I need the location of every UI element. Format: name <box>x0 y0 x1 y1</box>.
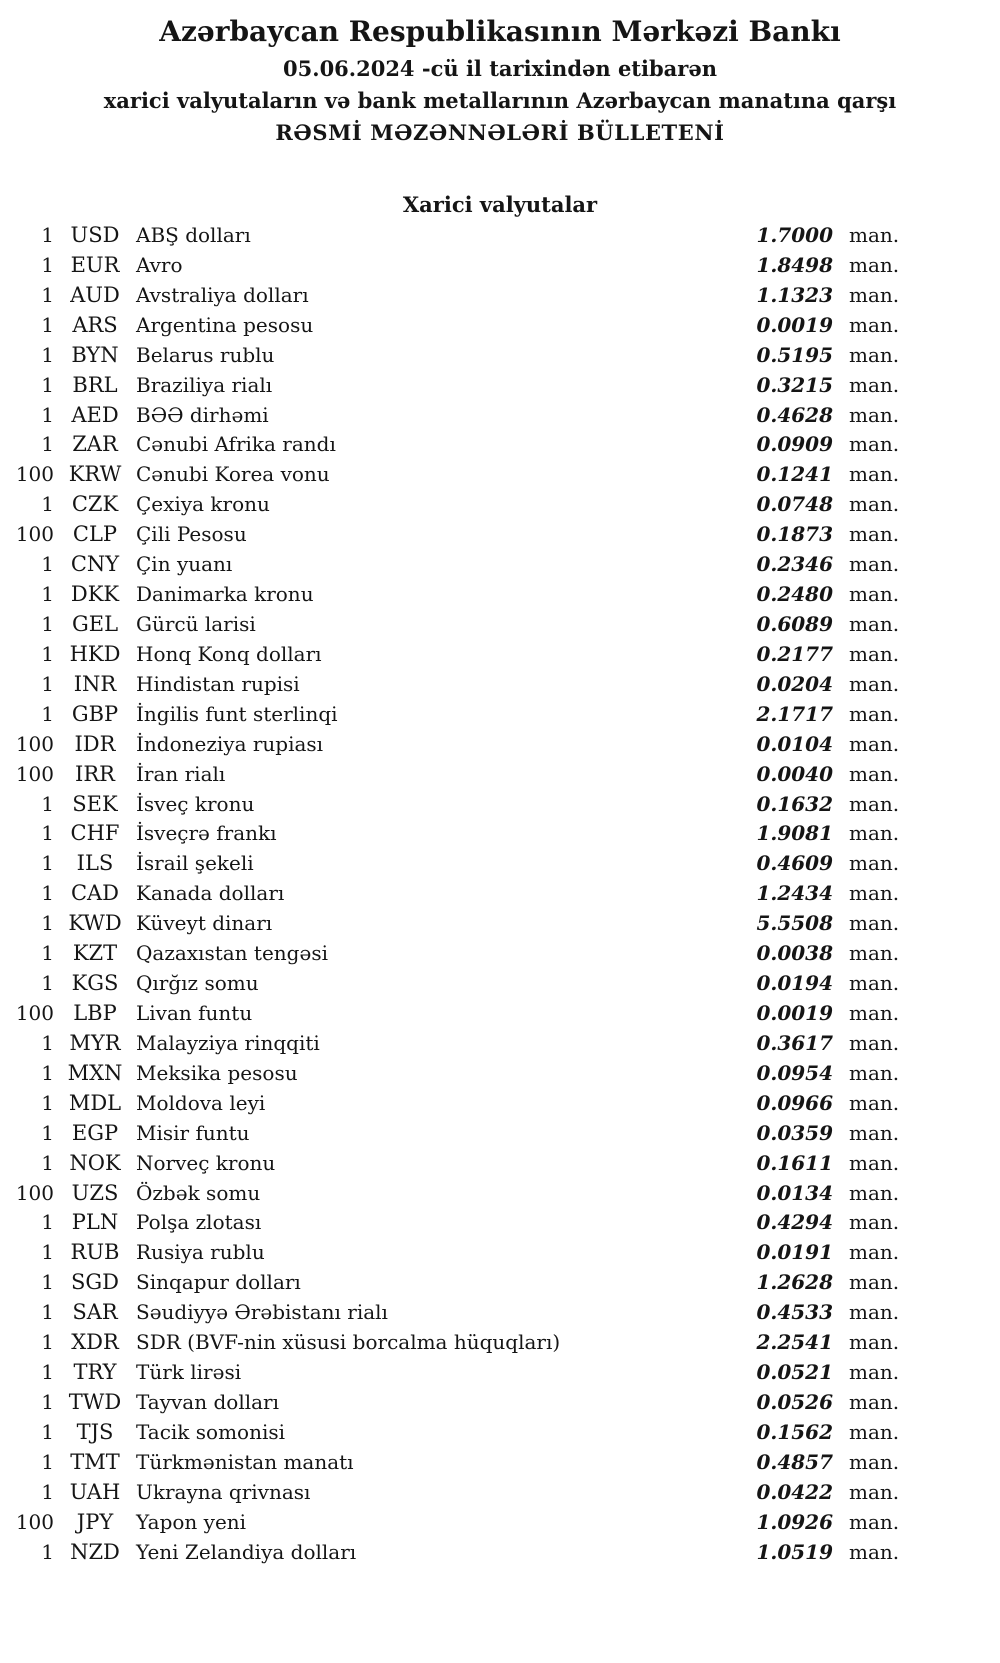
currency-code: INR <box>73 671 117 696</box>
currency-unit-label: man. <box>849 252 900 277</box>
currency-rate: 0.4609 <box>756 851 833 876</box>
currency-name: Rusiya rublu <box>136 1240 265 1265</box>
currency-quantity: 1 <box>41 252 54 277</box>
currency-unit-label: man. <box>849 552 900 577</box>
currency-name: Çili Pesosu <box>136 522 247 547</box>
currency-quantity: 1 <box>41 671 54 696</box>
currency-name: Gürcü larisi <box>136 611 256 636</box>
currency-quantity: 1 <box>41 1330 54 1355</box>
currency-unit-label: man. <box>849 1060 900 1085</box>
currency-row <box>0 760 905 790</box>
currency-unit-label: man. <box>849 282 900 307</box>
currency-rate: 0.0966 <box>756 1090 833 1115</box>
currency-row <box>0 849 905 879</box>
currency-code: IRR <box>75 761 115 786</box>
currency-row <box>0 1388 905 1418</box>
currency-name: Hindistan rupisi <box>136 671 300 696</box>
currency-quantity: 1 <box>41 582 54 607</box>
currency-code: NZD <box>70 1539 120 1564</box>
currency-name: Tacik somonisi <box>136 1419 286 1444</box>
currency-name: Honq Konq dolları <box>136 641 322 666</box>
currency-code: GBP <box>71 701 119 726</box>
currency-name: Misir funtu <box>136 1120 250 1145</box>
currency-unit-label: man. <box>849 701 900 726</box>
currency-row <box>0 430 905 460</box>
currency-unit-label: man. <box>849 1419 900 1444</box>
currency-quantity: 1 <box>41 1270 54 1295</box>
currency-name: BƏƏ dirhəmi <box>136 402 269 427</box>
currency-name: Braziliya rialı <box>136 372 273 397</box>
currency-row <box>0 371 905 401</box>
currency-quantity: 1 <box>41 941 54 966</box>
currency-quantity: 1 <box>41 372 54 397</box>
currency-unit-label: man. <box>849 1479 900 1504</box>
currency-name: Çexiya kronu <box>136 492 270 517</box>
currency-row <box>0 251 905 281</box>
currency-code: TMT <box>70 1449 120 1474</box>
currency-name: Avstraliya dolları <box>136 282 309 307</box>
currency-rate: 0.4628 <box>756 402 833 427</box>
currency-name: Avro <box>136 252 183 277</box>
currency-quantity: 1 <box>41 1389 54 1414</box>
currency-row <box>0 550 905 580</box>
currency-rate: 0.2177 <box>756 641 833 666</box>
currency-rate: 0.0909 <box>756 432 833 457</box>
currency-code: TJS <box>76 1419 114 1444</box>
currency-code: BRL <box>72 372 118 397</box>
currency-unit-label: man. <box>849 1539 900 1564</box>
currency-row <box>0 1179 905 1209</box>
currency-rate: 0.4533 <box>756 1300 833 1325</box>
currency-unit-label: man. <box>849 492 900 517</box>
currency-row <box>0 1538 905 1568</box>
subtitle-line: xarici valyutaların və bank metallarının Azərbaycan manatına qarşı <box>103 88 897 113</box>
currency-unit-label: man. <box>849 881 900 906</box>
currency-name: İsveçrə frankı <box>136 821 277 846</box>
currency-name: Argentina pesosu <box>136 312 314 337</box>
currency-unit-label: man. <box>849 1330 900 1355</box>
currency-quantity: 1 <box>41 881 54 906</box>
currency-unit-label: man. <box>849 1090 900 1115</box>
currency-rate: 0.0191 <box>756 1240 833 1265</box>
currency-name: Türk lirəsi <box>136 1360 242 1385</box>
currency-rate: 0.3215 <box>756 372 833 397</box>
currency-name: Norveç kronu <box>136 1150 276 1175</box>
currency-code: SAR <box>72 1300 118 1325</box>
currency-code: XDR <box>71 1330 119 1355</box>
currency-code: MDL <box>68 1090 122 1115</box>
currency-code: CHF <box>70 821 120 846</box>
currency-name: Yapon yeni <box>136 1509 247 1534</box>
currency-row <box>0 909 905 939</box>
currency-rate: 0.2346 <box>756 552 833 577</box>
currency-rate: 1.9081 <box>756 821 833 846</box>
currency-row <box>0 700 905 730</box>
currency-unit-label: man. <box>849 372 900 397</box>
currency-code: KZT <box>72 941 118 966</box>
currency-quantity: 1 <box>41 1210 54 1235</box>
currency-row <box>0 1238 905 1268</box>
currency-row <box>0 1268 905 1298</box>
currency-name: Tayvan dolları <box>136 1389 279 1414</box>
currency-quantity: 1 <box>41 821 54 846</box>
currency-row <box>0 401 905 431</box>
currency-rate: 0.0019 <box>756 312 833 337</box>
currency-quantity: 1 <box>41 971 54 996</box>
currency-row <box>0 1208 905 1238</box>
currency-code: CLP <box>72 522 118 547</box>
currency-rate: 0.0954 <box>756 1060 833 1085</box>
currency-unit-label: man. <box>849 462 900 487</box>
currency-code: USD <box>70 223 120 247</box>
currency-rate: 0.0194 <box>756 971 833 996</box>
currency-quantity: 1 <box>41 1449 54 1474</box>
currency-unit-label: man. <box>849 941 900 966</box>
currency-row <box>0 640 905 670</box>
currency-code: SGD <box>71 1270 119 1295</box>
currency-code: MYR <box>69 1030 121 1055</box>
currency-quantity: 100 <box>15 1509 54 1534</box>
currency-quantity: 100 <box>15 1180 54 1205</box>
currency-rate: 0.1241 <box>756 462 833 487</box>
currency-name: İndoneziya rupiası <box>136 731 324 756</box>
currency-unit-label: man. <box>849 761 900 786</box>
currency-quantity: 1 <box>41 223 54 247</box>
currency-unit-label: man. <box>849 1449 900 1474</box>
currency-name: Kanada dolları <box>136 881 285 906</box>
currency-name: Danimarka kronu <box>136 582 314 607</box>
currency-rate: 0.0019 <box>756 1000 833 1025</box>
currency-rate: 0.0204 <box>756 671 833 696</box>
currency-quantity: 100 <box>15 462 54 487</box>
currency-rate: 0.1611 <box>756 1150 833 1175</box>
currency-quantity: 1 <box>41 552 54 577</box>
currency-unit-label: man. <box>849 1360 900 1385</box>
currency-unit-label: man. <box>849 791 900 816</box>
currency-quantity: 1 <box>41 282 54 307</box>
currency-unit-label: man. <box>849 821 900 846</box>
currency-quantity: 1 <box>41 911 54 936</box>
currency-code: UAH <box>69 1479 121 1504</box>
currency-row <box>0 670 905 700</box>
currency-rate: 0.3617 <box>756 1030 833 1055</box>
currency-name: Özbək somu <box>136 1180 261 1205</box>
currency-rate: 0.0104 <box>756 731 833 756</box>
bulletin-header <box>0 0 1000 149</box>
currency-rate: 1.2628 <box>756 1270 833 1295</box>
currency-code: SEK <box>72 791 118 816</box>
currency-rate: 0.0040 <box>756 761 833 786</box>
currency-row <box>0 1418 905 1448</box>
currency-rate: 1.0926 <box>756 1509 833 1534</box>
currency-code: AUD <box>70 282 120 307</box>
currency-quantity: 1 <box>41 1240 54 1265</box>
currency-row <box>0 610 905 640</box>
currency-unit-label: man. <box>849 1509 900 1534</box>
currency-rate: 0.0038 <box>756 941 833 966</box>
currency-rate: 0.5195 <box>756 342 833 367</box>
currency-rate: 0.1873 <box>756 522 833 547</box>
currency-quantity: 100 <box>15 522 54 547</box>
currency-name: Ukrayna qrivnası <box>136 1479 311 1504</box>
currency-code: CZK <box>71 492 119 517</box>
currency-code: IDR <box>74 731 116 756</box>
currency-quantity: 1 <box>41 701 54 726</box>
currency-quantity: 1 <box>41 1479 54 1504</box>
effective-date-line: 05.06.2024 -cü il tarixindən etibarən <box>283 56 717 81</box>
currency-row <box>0 1448 905 1478</box>
currency-name: İsrail şekeli <box>136 851 254 876</box>
currency-row <box>0 730 905 760</box>
currency-name: Qazaxıstan tengəsi <box>136 941 328 966</box>
currency-rate: 0.6089 <box>756 611 833 636</box>
currency-rate: 1.8498 <box>756 252 833 277</box>
currency-row <box>0 460 905 490</box>
currency-row <box>0 939 905 969</box>
currency-name: Qırğız somu <box>136 971 259 996</box>
currency-row <box>0 520 905 550</box>
currency-row <box>0 1089 905 1119</box>
currency-code: LBP <box>73 1000 117 1025</box>
currency-row <box>0 1508 905 1538</box>
currency-quantity: 1 <box>41 1120 54 1145</box>
currency-row <box>0 281 905 311</box>
currency-row <box>0 221 905 251</box>
currency-quantity: 100 <box>15 1000 54 1025</box>
currency-unit-label: man. <box>849 971 900 996</box>
currency-code: DKK <box>70 582 120 607</box>
currency-rate: 1.1323 <box>756 282 833 307</box>
currency-code: JPY <box>76 1509 114 1534</box>
currency-row <box>0 341 905 371</box>
currency-quantity: 1 <box>41 342 54 367</box>
currency-row <box>0 311 905 341</box>
currency-rate: 0.2480 <box>756 582 833 607</box>
currency-code: MXN <box>67 1060 123 1085</box>
currency-rate: 0.0521 <box>756 1360 833 1385</box>
currency-quantity: 1 <box>41 1300 54 1325</box>
currency-name: Türkmənistan manatı <box>136 1449 354 1474</box>
currency-quantity: 1 <box>41 402 54 427</box>
currency-quantity: 1 <box>41 1060 54 1085</box>
currency-quantity: 1 <box>41 1030 54 1055</box>
currency-code: ARS <box>72 312 118 337</box>
currency-row <box>0 879 905 909</box>
currency-unit-label: man. <box>849 402 900 427</box>
currency-unit-label: man. <box>849 1300 900 1325</box>
currency-name: Malayziya rinqqiti <box>136 1030 320 1055</box>
bank-title: Azərbaycan Respublikasının Mərkəzi Bankı <box>159 15 841 48</box>
currency-rate: 1.0519 <box>756 1539 833 1564</box>
currency-name: Livan funtu <box>136 1000 253 1025</box>
currency-quantity: 100 <box>15 761 54 786</box>
currency-rate: 0.0422 <box>756 1479 833 1504</box>
currency-unit-label: man. <box>849 1000 900 1025</box>
currency-code: HKD <box>69 641 121 666</box>
currency-quantity: 1 <box>41 1539 54 1564</box>
currency-name: İran rialı <box>136 761 226 786</box>
currency-row <box>0 580 905 610</box>
currency-rate: 1.7000 <box>756 223 833 247</box>
currency-unit-label: man. <box>849 1030 900 1055</box>
currency-quantity: 1 <box>41 611 54 636</box>
currency-unit-label: man. <box>849 611 900 636</box>
currency-unit-label: man. <box>849 911 900 936</box>
section-title-foreign-currencies: Xarici valyutalar <box>402 192 598 217</box>
currency-unit-label: man. <box>849 312 900 337</box>
currency-unit-label: man. <box>849 522 900 547</box>
currency-name: SDR (BVF-nin xüsusi borcalma hüquqları) <box>136 1330 561 1355</box>
currency-rate: 5.5508 <box>756 911 833 936</box>
currency-code: ZAR <box>72 432 118 457</box>
currency-unit-label: man. <box>849 1180 900 1205</box>
currency-row <box>0 1119 905 1149</box>
currency-code: GEL <box>71 611 119 636</box>
currency-code: CNY <box>70 552 120 577</box>
currency-quantity: 1 <box>41 492 54 517</box>
currency-code: ILS <box>76 851 114 876</box>
currency-rate: 0.0748 <box>756 492 833 517</box>
currency-row <box>0 969 905 999</box>
currency-name: Meksika pesosu <box>136 1060 298 1085</box>
currency-unit-label: man. <box>849 641 900 666</box>
currency-code: PLN <box>71 1210 119 1235</box>
currency-rate: 0.4857 <box>756 1449 833 1474</box>
currency-table <box>0 221 1000 1567</box>
currency-rate: 0.0526 <box>756 1389 833 1414</box>
currency-row <box>0 490 905 520</box>
currency-quantity: 1 <box>41 1360 54 1385</box>
currency-name: Sinqapur dolları <box>136 1270 301 1295</box>
currency-unit-label: man. <box>849 851 900 876</box>
currency-quantity: 1 <box>41 641 54 666</box>
currency-quantity: 100 <box>15 731 54 756</box>
currency-code: BYN <box>71 342 119 367</box>
currency-code: EGP <box>71 1120 119 1145</box>
currency-unit-label: man. <box>849 1270 900 1295</box>
currency-name: ABŞ dolları <box>136 223 251 247</box>
currency-row <box>0 1358 905 1388</box>
currency-unit-label: man. <box>849 671 900 696</box>
currency-code: TWD <box>68 1389 122 1414</box>
currency-name: Cənubi Afrika randı <box>136 432 336 457</box>
currency-rate: 0.1632 <box>756 791 833 816</box>
currency-name: İngilis funt sterlinqi <box>136 701 338 726</box>
currency-unit-label: man. <box>849 1240 900 1265</box>
currency-row <box>0 1149 905 1179</box>
currency-row <box>0 790 905 820</box>
currency-code: EUR <box>70 252 120 277</box>
currency-row <box>0 999 905 1029</box>
currency-rate: 1.2434 <box>756 881 833 906</box>
currency-row <box>0 819 905 849</box>
currency-quantity: 1 <box>41 1150 54 1175</box>
currency-unit-label: man. <box>849 1389 900 1414</box>
currency-code: TRY <box>73 1360 117 1385</box>
currency-quantity: 1 <box>41 791 54 816</box>
currency-rate: 0.4294 <box>756 1210 833 1235</box>
currency-name: Yeni Zelandiya dolları <box>136 1539 357 1564</box>
currency-rate: 0.0359 <box>756 1120 833 1145</box>
currency-unit-label: man. <box>849 731 900 756</box>
currency-row <box>0 1328 905 1358</box>
currency-name: Küveyt dinarı <box>136 911 273 936</box>
currency-rate: 2.2541 <box>756 1330 833 1355</box>
currency-code: KRW <box>68 462 122 487</box>
currency-quantity: 1 <box>41 432 54 457</box>
currency-row <box>0 1059 905 1089</box>
currency-name: İsveç kronu <box>136 791 255 816</box>
currency-code: NOK <box>69 1150 121 1175</box>
currency-name: Moldova leyi <box>136 1090 266 1115</box>
currency-rate: 0.0134 <box>756 1180 833 1205</box>
currency-rate: 2.1717 <box>756 701 833 726</box>
currency-name: Cənubi Korea vonu <box>136 462 330 487</box>
currency-unit-label: man. <box>849 432 900 457</box>
currency-row <box>0 1478 905 1508</box>
currency-row <box>0 1298 905 1328</box>
currency-quantity: 1 <box>41 1419 54 1444</box>
currency-code: UZS <box>71 1180 119 1205</box>
currency-row <box>0 1029 905 1059</box>
currency-code: KGS <box>71 971 119 996</box>
currency-name: Səudiyyə Ərəbistanı rialı <box>136 1300 388 1325</box>
currency-code: CAD <box>70 881 120 906</box>
currency-name: Polşa zlotası <box>136 1210 262 1235</box>
currency-unit-label: man. <box>849 342 900 367</box>
currency-quantity: 1 <box>41 312 54 337</box>
currency-name: Çin yuanı <box>136 552 233 577</box>
currency-unit-label: man. <box>849 582 900 607</box>
currency-unit-label: man. <box>849 1150 900 1175</box>
currency-code: KWD <box>68 911 122 936</box>
bulletin-title: RƏSMİ MƏZƏNNƏLƏRİ BÜLLETENİ <box>275 120 725 145</box>
currency-quantity: 1 <box>41 1090 54 1115</box>
currency-code: RUB <box>70 1240 120 1265</box>
currency-unit-label: man. <box>849 1120 900 1145</box>
currency-rate: 0.1562 <box>756 1419 833 1444</box>
currency-unit-label: man. <box>849 223 900 247</box>
currency-unit-label: man. <box>849 1210 900 1235</box>
currency-quantity: 1 <box>41 851 54 876</box>
currency-code: AED <box>71 402 119 427</box>
currency-name: Belarus rublu <box>136 342 275 367</box>
